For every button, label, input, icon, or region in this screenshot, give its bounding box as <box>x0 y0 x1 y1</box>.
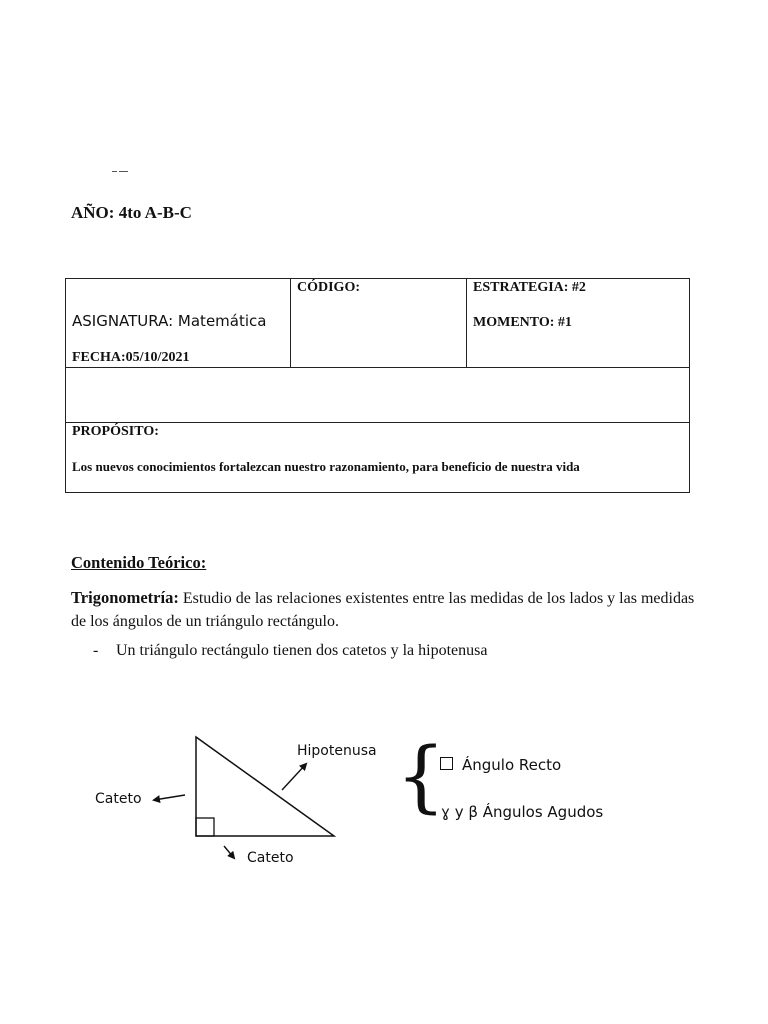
bullet-text: Un triángulo rectángulo tienen dos catetos y la hipotenusa <box>116 642 488 659</box>
bottom-leg-arrow <box>224 846 234 858</box>
moment-label: MOMENTO: #1 <box>473 315 572 330</box>
scan-artifact-mark <box>112 170 128 174</box>
left-leg-label: Cateto <box>95 791 142 807</box>
curly-brace: { <box>396 732 446 822</box>
bottom-leg-label: Cateto <box>247 850 294 866</box>
bullet-item <box>93 642 487 660</box>
hypotenuse-arrow <box>282 764 306 790</box>
purpose-label: PROPÓSITO: <box>72 424 159 439</box>
purpose-text: Los nuevos conocimientos fortalezcan nuestro razonamiento, para beneficio de nuestra vida <box>72 459 580 474</box>
left-leg-arrow <box>154 795 185 800</box>
strategy-label: ESTRATEGIA: #2 <box>473 280 586 295</box>
square-icon <box>440 757 453 770</box>
info-table <box>65 278 690 493</box>
right-angle-label: Ángulo Recto <box>462 756 562 774</box>
subject-label: ASIGNATURA: Matemática <box>72 312 267 330</box>
year-heading: AÑO: 4to A-B-C <box>71 203 192 222</box>
hypotenuse-label: Hipotenusa <box>297 743 377 759</box>
acute-angles-label: ɣ y β Ángulos Agudos <box>441 803 604 821</box>
section-heading: Contenido Teórico: <box>71 553 207 572</box>
date-label: FECHA:05/10/2021 <box>72 350 190 365</box>
definition-paragraph <box>71 586 711 633</box>
right-angle-marker <box>196 818 214 836</box>
definition-term: Trigonometría: <box>71 588 179 607</box>
bullet-dash: - <box>93 642 99 659</box>
definition-text: Estudio de las relaciones existentes entre las medidas de los lados y las medidas de los ángulos de un triángulo rectángulo. <box>71 590 695 630</box>
code-label: CÓDIGO: <box>297 280 360 295</box>
